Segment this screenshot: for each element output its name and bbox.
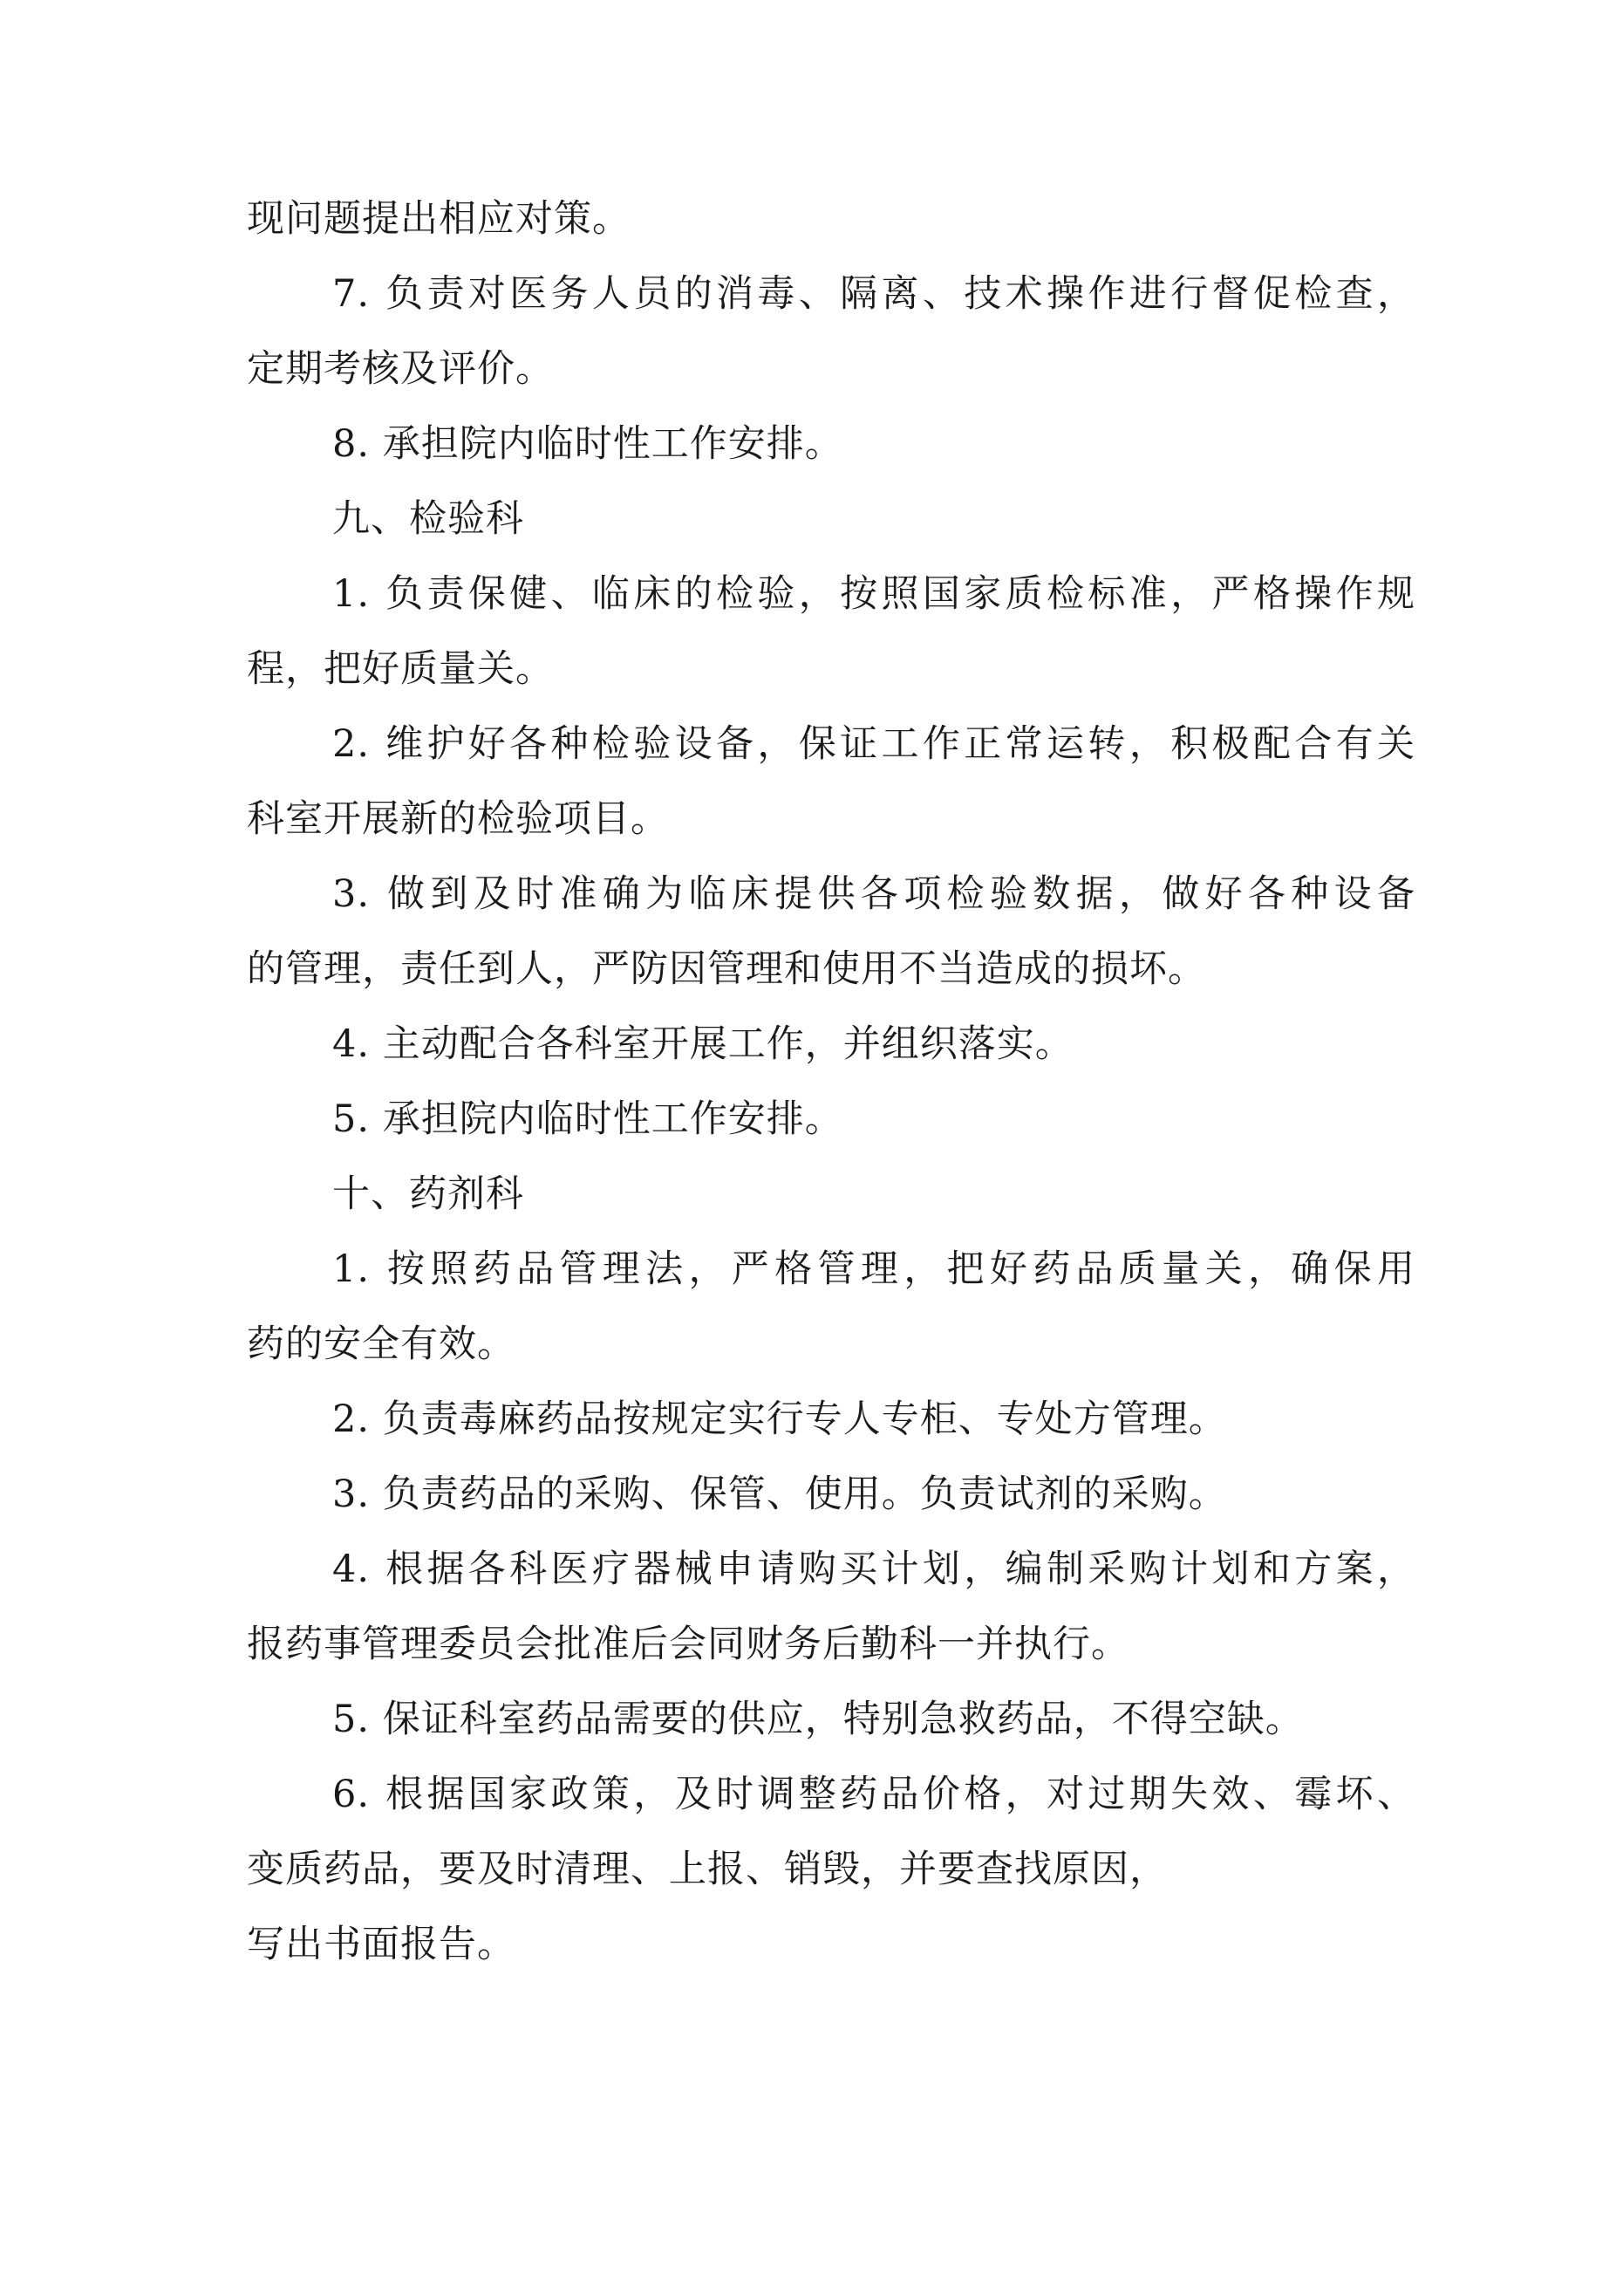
section-heading-pharmacy: 十、药剂科 [332,1172,524,1216]
text-line: 科室开展新的检验项目。 [247,797,669,841]
list-item-5: 5. 保证科室药品需要的供应，特别急救药品，不得空缺。 [332,1698,1304,1741]
list-item-6: 6. 根据国家政策，及时调整药品价格，对过期失效、霉坏、 [332,1773,1415,1816]
list-item-7: 7. 负责对医务人员的消毒、隔离、技术操作进行督促检查， [332,272,1415,316]
document-body [247,181,1415,1982]
list-item-3: 3. 负责药品的采购、保管、使用。负责试剂的采购。 [332,1473,1227,1516]
text-line: 的管理，责任到人，严防因管理和使用不当造成的损坏。 [247,947,1206,991]
text-line: 现问题提出相应对策。 [247,197,631,241]
list-item-4: 4. 主动配合各科室开展工作，并组织落实。 [332,1022,1074,1066]
section-heading-lab: 九、检验科 [332,497,524,541]
list-item-1: 1. 负责保健、临床的检验，按照国家质检标准，严格操作规 [332,572,1415,616]
list-item-2: 2. 负责毒麻药品按规定实行专人专柜、专处方管理。 [332,1397,1227,1441]
text-line: 药的安全有效。 [247,1322,515,1366]
list-item-1: 1. 按照药品管理法，严格管理，把好药品质量关，确保用 [332,1247,1415,1291]
list-item-8: 8. 承担院内临时性工作安排。 [332,422,843,466]
list-item-2: 2. 维护好各种检验设备，保证工作正常运转，积极配合有关 [332,722,1415,766]
text-line: 程，把好质量关。 [247,647,554,691]
text-line: 变质药品，要及时清理、上报、销毁，并要查找原因， [247,1848,1168,1891]
text-line: 定期考核及评价。 [247,347,554,391]
text-line: 写出书面报告。 [247,1923,515,1966]
list-item-5: 5. 承担院内临时性工作安排。 [332,1097,843,1141]
list-item-4: 4. 根据各科医疗器械申请购买计划，编制采购计划和方案， [332,1548,1415,1591]
list-item-3: 3. 做到及时准确为临床提供各项检验数据，做好各种设备 [332,872,1415,916]
text-line: 报药事管理委员会批准后会同财务后勤科一并执行。 [247,1623,1129,1666]
